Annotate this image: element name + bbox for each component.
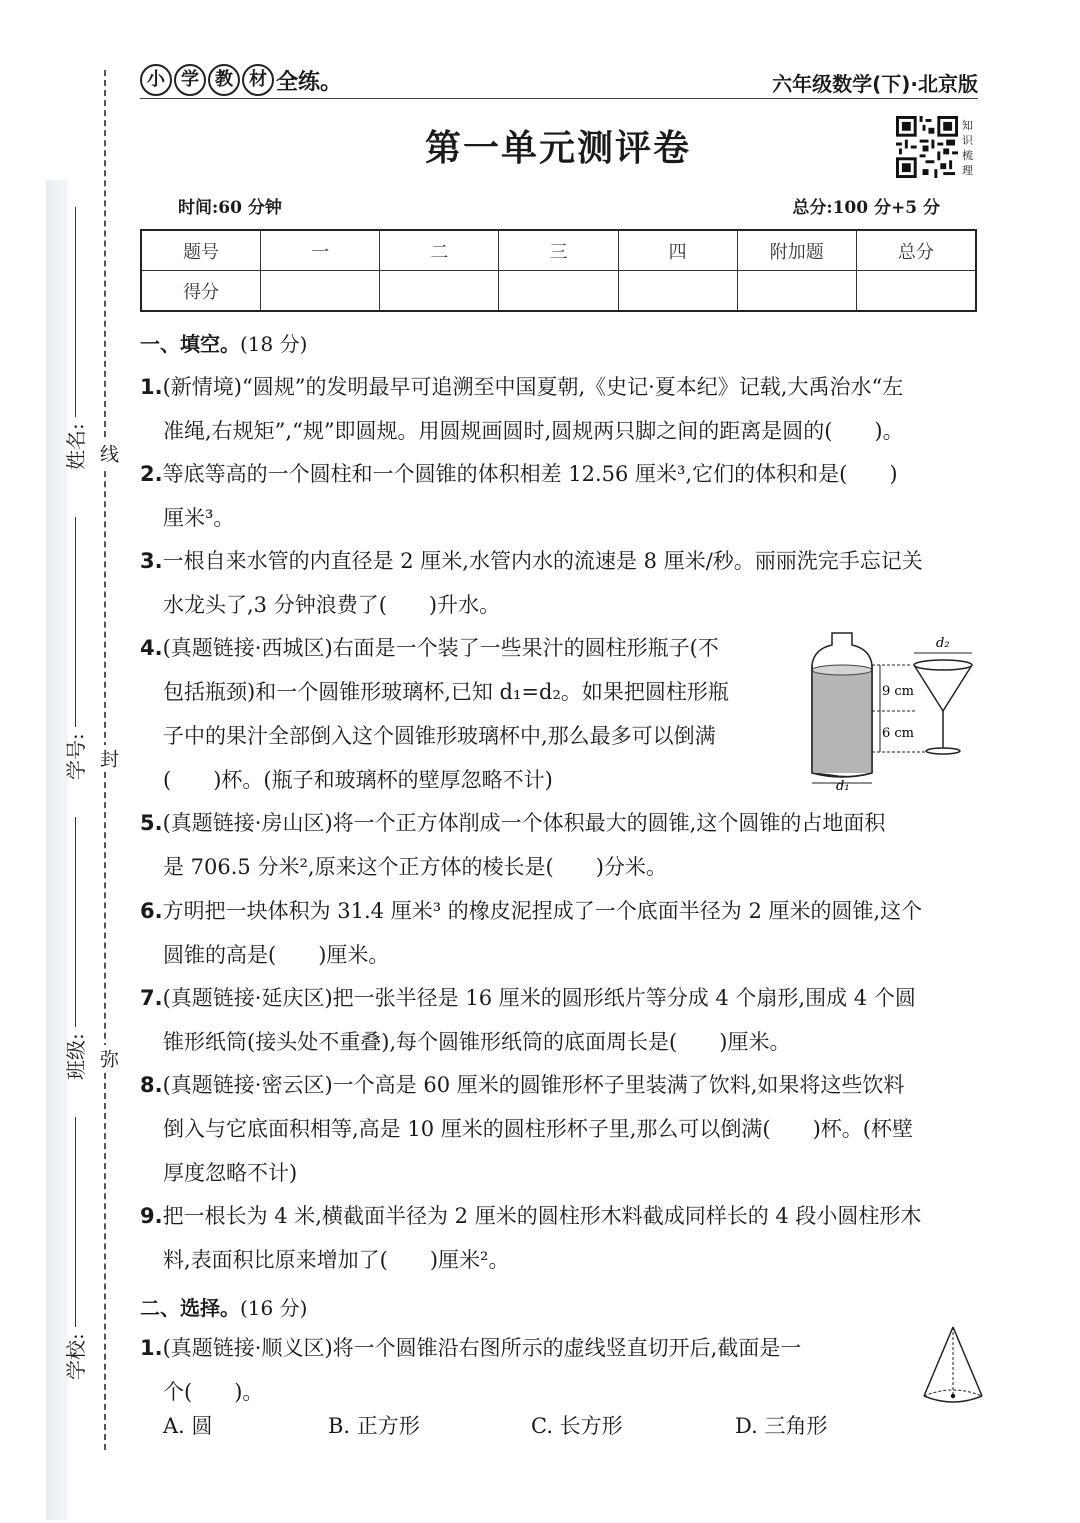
score-cell[interactable] [261, 271, 380, 312]
question-2-1: 1.(真题链接·顺义区)将一个圆锥沿右图所示的虚线竖直切开后,截面是一 个( )。 [140, 1336, 802, 1404]
score-cell[interactable] [380, 271, 499, 312]
question-1-1: 1.(新情境)“圆规”的发明最早可追溯至中国夏朝,《史记·夏本纪》记载,大禹治水“左 准绳,右规矩”,“规”即圆规。用圆规画圆时,圆规两只脚之间的距离是圆的( )。 [140, 375, 904, 443]
header-divider [140, 98, 978, 99]
page-title: 第一单元测评卷 [424, 127, 691, 169]
question-1-6: 6.方明把一块体积为 31.4 厘米³ 的橡皮泥捏成了一个底面半径为 2 厘米的圆锥,这个 圆锥的高是( )厘米。 [140, 899, 923, 967]
cut-mark: 封 [95, 745, 122, 772]
score-cell[interactable] [499, 271, 618, 312]
height-9cm-label: 9 cm [882, 684, 915, 699]
d2-label: d₂ [936, 636, 950, 651]
score-cell[interactable] [737, 271, 856, 312]
cylinder-bottle [812, 633, 872, 777]
side-id-field [60, 517, 89, 780]
option-c[interactable]: C. 长方形 [531, 1414, 623, 1438]
qr-code-icon[interactable] [896, 116, 958, 178]
question-1-3: 3.一根自来水管的内直径是 2 厘米,水管内水的流速是 8 厘米/秒。丽丽洗完手忘记关 水龙头了,3 分钟浪费了( )升水。 [140, 549, 923, 617]
option-b[interactable]: B. 正方形 [328, 1414, 420, 1438]
question-1-9: 9.把一根长为 4 米,横截面半径为 2 厘米的圆柱形木料截成同样长的 4 段小圆柱形木 料,表面积比原来增加了( )厘米²。 [140, 1204, 922, 1272]
section2-heading: 二、选择。(16 分) [140, 1296, 308, 1320]
bottle-and-glass-figure [810, 625, 980, 790]
question-1-7: 7.(真题链接·延庆区)把一张半径是 16 厘米的圆形纸片等分成 4 个扇形,围成 4 个圆 锥形纸筒(接头处不重叠),每个圆锥形纸筒的底面周长是( )厘米。 [140, 986, 916, 1054]
id-label: 学号: [64, 733, 88, 780]
section1-heading: 一、填空。(18 分) [140, 332, 308, 356]
exam-time: 时间:60 分钟 [178, 198, 282, 218]
side-name-field [60, 207, 89, 470]
d1-label: d₁ [836, 779, 850, 790]
score-table-score-row: 得分 [141, 271, 976, 312]
side-school-field [60, 1117, 89, 1380]
height-6cm-label: 6 cm [882, 726, 915, 741]
option-a[interactable]: A. 圆 [163, 1414, 213, 1438]
score-table [140, 229, 977, 312]
cone-glass [914, 660, 972, 754]
brand-logo: 小 学 教 材 全练。 [140, 64, 342, 96]
cone-figure [920, 1324, 986, 1408]
score-cell[interactable] [618, 271, 737, 312]
school-label: 学校: [64, 1333, 88, 1380]
question-1-5: 5.(真题链接·房山区)将一个正方体削成一个体积最大的圆锥,这个圆锥的占地面积 是 706.5 分米²,原来这个正方体的棱长是( )分米。 [140, 811, 886, 879]
name-label: 姓名: [64, 423, 88, 470]
exam-total: 总分:100 分+5 分 [792, 198, 940, 218]
option-d[interactable]: D. 三角形 [735, 1414, 828, 1438]
score-table-header-row: 题号 一 二 三 四 附加题 总分 [141, 230, 976, 271]
question-1-2: 2.等底等高的一个圆柱和一个圆锥的体积相差 12.56 厘米³,它们的体积和是( ) 厘米³。 [140, 462, 898, 530]
cut-mark: 线 [95, 440, 122, 467]
cut-mark: 弥 [95, 1045, 122, 1072]
qr-label: 知识梳理 [962, 119, 973, 177]
score-cell[interactable] [856, 271, 976, 312]
grade-label: 六年级数学(下)·北京版 [772, 72, 978, 96]
question-1-8: 8.(真题链接·密云区)一个高是 60 厘米的圆锥形杯子里装满了饮料,如果将这些饮料 倒入与它底面积相等,高是 10 厘米的圆柱形杯子里,那么可以倒满( )杯。(杯壁 厚度忽略不计) [140, 1073, 913, 1185]
question-1-4: 4.(真题链接·西城区)右面是一个装了一些果汁的圆柱形瓶子(不 包括瓶颈)和一个圆锥形玻璃杯,已知 d₁=d₂。如果把圆柱形瓶 子中的果汁全部倒入这个圆锥形玻璃杯中,那么最多可以倒满 ( )杯。(瓶子和玻璃杯的壁厚忽略不计) [140, 636, 729, 792]
side-class-field [60, 817, 89, 1080]
class-label: 班级: [64, 1033, 88, 1080]
